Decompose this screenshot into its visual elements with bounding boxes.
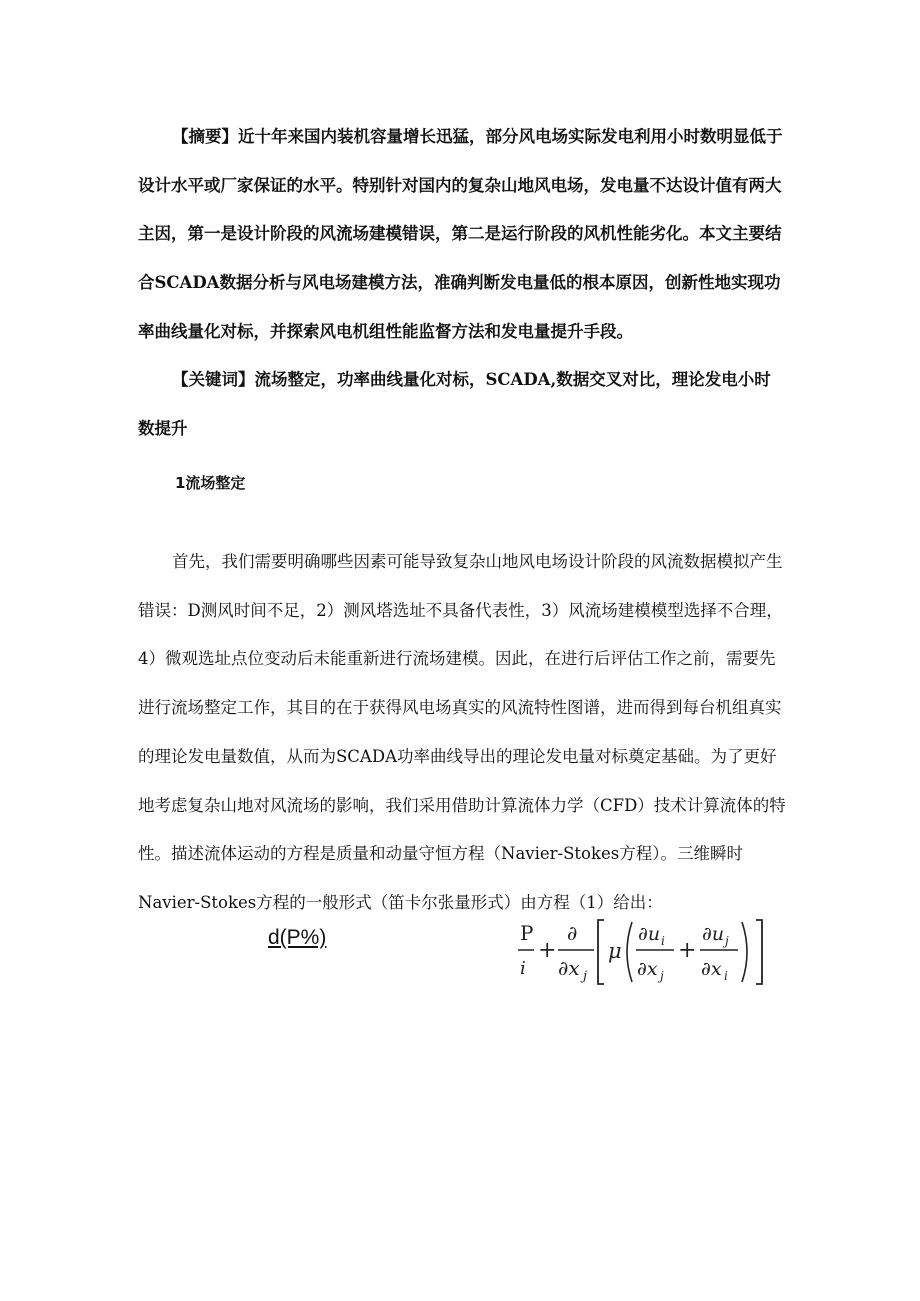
svg-text:∂x: ∂x	[558, 956, 580, 980]
svg-text:+: +	[678, 938, 697, 963]
section-body-paragraph: 首先，我们需要明确哪些因素可能导致复杂山地风电场设计阶段的风流数据模拟产生错误：D测风时间不足，2）测风塔选址不具备代表性，3）风流场建模模型选择不合理，4）微观选址点位变动后未能重新进行流场建模。因此，在进行后评估工作之前，需要先进行流场整定工作，其目的在于获得风电场真实的风流特性图谱，进而得到每台机组真实的理论发电量数值，从而为SCADA功率曲线导出的理论发电量对标奠定基础。为了更好地考虑复杂山地对风流场的影响，我们采用借助计算流体力学（CFD）技术计算流体的特性。描述流体运动的方程是质量和动量守恒方程（Navier-Stokes方程）。三维瞬时Navier-Stokes方程的一般形式（笛卡尔张量形式）由方程（1）给出：	[138, 552, 786, 912]
svg-text:j: j	[660, 969, 664, 983]
svg-text:j: j	[725, 934, 729, 948]
navier-stokes-formula-image	[518, 908, 768, 992]
section-heading: 1流场整定	[175, 474, 246, 492]
svg-text:+: +	[538, 938, 557, 963]
svg-text:i: i	[661, 934, 665, 948]
svg-text:μ: μ	[608, 939, 622, 963]
svg-text:∂u: ∂u	[638, 923, 661, 945]
abstract-paragraph: 【摘要】近十年来国内装机容量增长迅猛，部分风电场实际发电利用小时数明显低于设计水平或厂家保证的水平。特别针对国内的复杂山地风电场，发电量不达设计值有两大主因，第一是设计阶段的风流场建模错误，第二是运行阶段的风机性能劣化。本文主要结合SCADA数据分析与风电场建模方法，准确判断发电量低的根本原因，创新性地实现功率曲线量化对标，并探索风电机组性能监督方法和发电量提升手段。	[138, 127, 783, 341]
svg-text:j: j	[583, 969, 588, 984]
svg-text:i: i	[724, 969, 728, 983]
svg-text:∂x: ∂x	[701, 958, 722, 980]
formula-fragment-left: d(P%)	[268, 926, 327, 949]
svg-text:∂u: ∂u	[702, 923, 725, 945]
keywords-paragraph: 【关键词】流场整定，功率曲线量化对标，SCADA,数据交叉对比，理论发电小时数提升	[138, 370, 771, 438]
svg-text:P: P	[520, 921, 534, 945]
svg-text:∂: ∂	[567, 921, 578, 945]
svg-text:∂x: ∂x	[637, 958, 658, 980]
svg-text:i: i	[520, 958, 526, 979]
